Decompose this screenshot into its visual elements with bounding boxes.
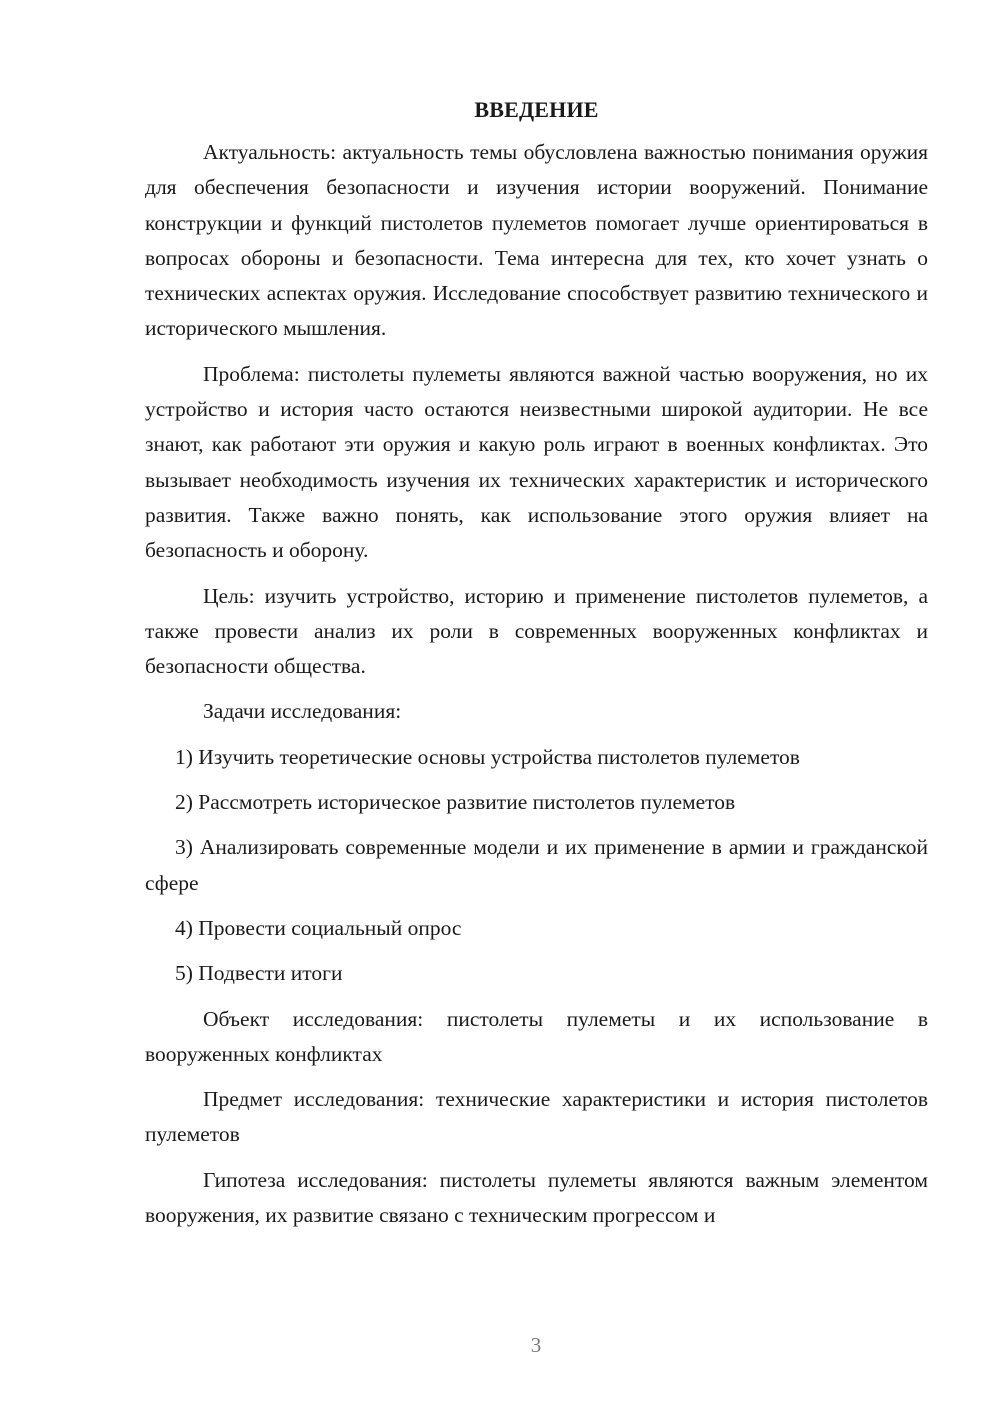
task-item-3: 3) Анализировать современные модели и их применение в армии и гражданской сфере xyxy=(145,835,928,895)
task-item-2: 2) Рассмотреть историческое развитие пистолетов пулеметов xyxy=(175,790,736,815)
goal-paragraph: Цель: изучить устройство, историю и применение пистолетов пулеметов, а также провести анализ их роли в современных вооруженных конфликтах и безопасности общества. xyxy=(145,583,928,679)
hypothesis-paragraph: Гипотеза исследования: пистолеты пулеметы являются важным элементом вооружения, их развитие связано с техническим прогрессом и xyxy=(145,1167,928,1228)
object-paragraph: Объект исследования: пистолеты пулеметы и их использование в вооруженных конфликтах xyxy=(145,1006,928,1066)
relevance-paragraph: Актуальность: актуальность темы обусловлена важностью понимания оружия для обеспечения безопасности и изучения истории вооружений. Понимание конструкции и функций пистолетов пулеметов помогает лучше ориентироваться в вопросах обороны и безопасности. Тема интересна для тех, кто хочет узнать о технических аспектах оружия. Исследование способствует развитию технического и исторического мышления. xyxy=(145,140,928,341)
subject-paragraph: Предмет исследования: технические характеристики и история пистолетов пулеметов xyxy=(145,1087,928,1147)
task-item-1: 1) Изучить теоретические основы устройства пистолетов пулеметов xyxy=(175,744,800,769)
task-item-5: 5) Подвести итоги xyxy=(175,961,343,986)
page-number: 3 xyxy=(530,1333,542,1357)
problem-paragraph: Проблема: пистолеты пулеметы являются важной частью вооружения, но их устройство и история часто остаются неизвестными широкой аудитории. Не все знают, как работают эти оружия и какую роль играют в военных конфликтах. Это вызывает необходимость изучения их технических характеристик и исторического развития. Также важно понять, как использование этого оружия влияет на безопасность и оборону. xyxy=(145,361,928,563)
page-title: ВВЕДЕНИЕ xyxy=(474,97,599,122)
tasks-heading: Задачи исследования: xyxy=(203,699,402,724)
document-page xyxy=(145,92,928,1243)
task-item-4: 4) Провести социальный опрос xyxy=(175,915,462,940)
